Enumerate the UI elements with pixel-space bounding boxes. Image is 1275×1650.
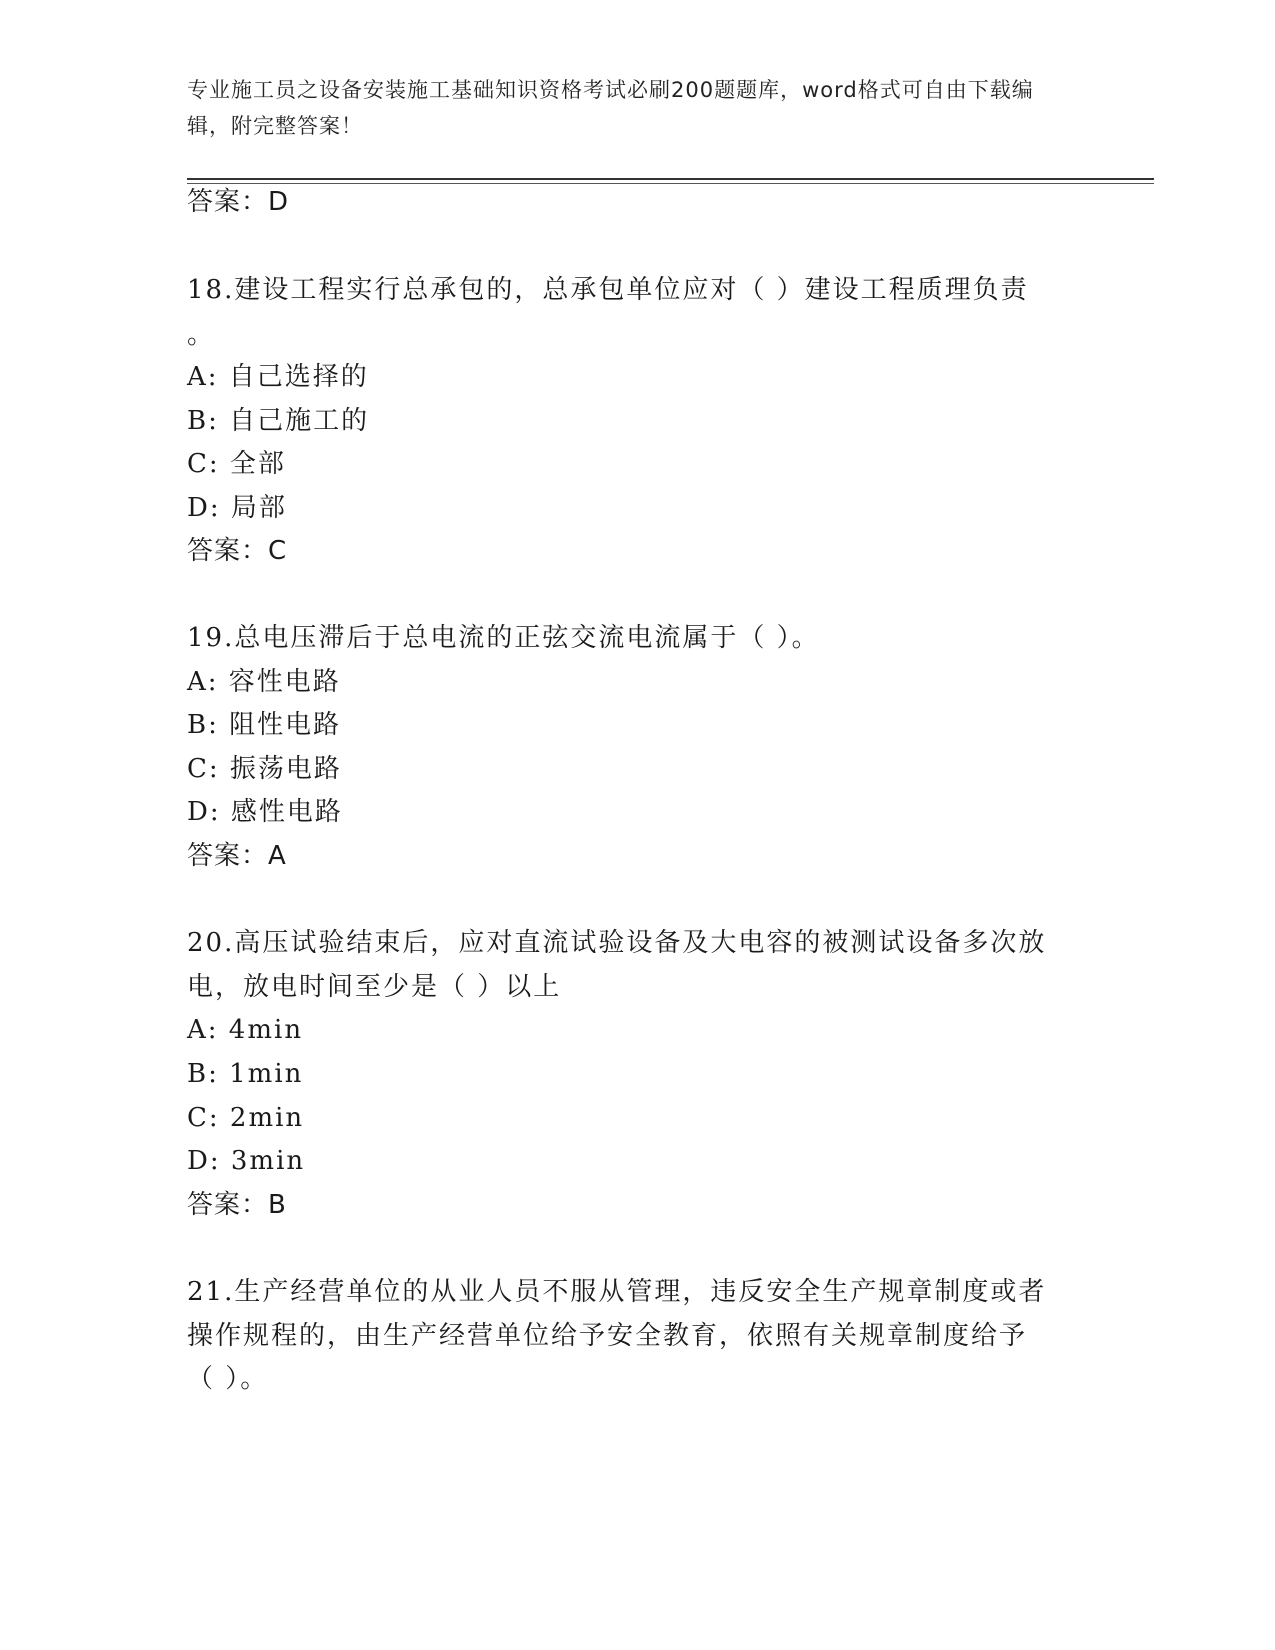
header-divider (187, 178, 1154, 180)
answer-18: 答案：C (187, 536, 288, 566)
question-21-text-line-1: 21.生产经营单位的从业人员不服从管理，违反安全生产规章制度或者 (187, 1277, 1047, 1307)
question-18-option-d: D: 局部 (187, 493, 287, 523)
question-18-option-c: C: 全部 (187, 449, 286, 479)
question-19-text-line-1: 19.总电压滞后于总电流的正弦交流电流属于（ ）。 (187, 623, 820, 653)
question-20-text-line-1: 20.高压试验结束后，应对直流试验设备及大电容的被测试设备多次放 (187, 928, 1047, 958)
header-divider-thin (187, 183, 1154, 184)
question-18-option-a: A: 自己选择的 (187, 362, 369, 392)
question-18-text-line-1: 18.建设工程实行总承包的，总承包单位应对（ ）建设工程质理负责 (187, 275, 1029, 305)
question-20-option-a: A: 4min (187, 1015, 304, 1045)
question-20-text-line-2: 电，放电时间至少是（ ）以上 (187, 972, 562, 1002)
question-19-option-c: C: 振荡电路 (187, 754, 342, 784)
answer-20: 答案：B (187, 1190, 287, 1220)
question-18-text-line-2: 。 (187, 320, 216, 350)
question-18-option-b: B: 自己施工的 (187, 406, 370, 436)
question-19-option-b: B: 阻性电路 (187, 710, 342, 740)
question-21-text-line-3: （ ）。 (187, 1364, 269, 1394)
question-20-option-b: B: 1min (187, 1059, 304, 1089)
question-19-option-a: A: 容性电路 (187, 667, 341, 697)
answer-17: 答案：D (187, 187, 290, 217)
answer-19: 答案：A (187, 841, 287, 871)
question-20-option-c: C: 2min (187, 1103, 305, 1133)
document-header: 专业施工员之设备安装施工基础知识资格考试必刷200题题库，word格式可自由下载编辑，附完整答案！ (187, 78, 1034, 138)
question-21-text-line-2: 操作规程的，由生产经营单位给予安全教育，依照有关规章制度给予 (187, 1321, 1028, 1351)
question-19-option-d: D: 感性电路 (187, 797, 343, 827)
question-20-option-d: D: 3min (187, 1146, 306, 1176)
